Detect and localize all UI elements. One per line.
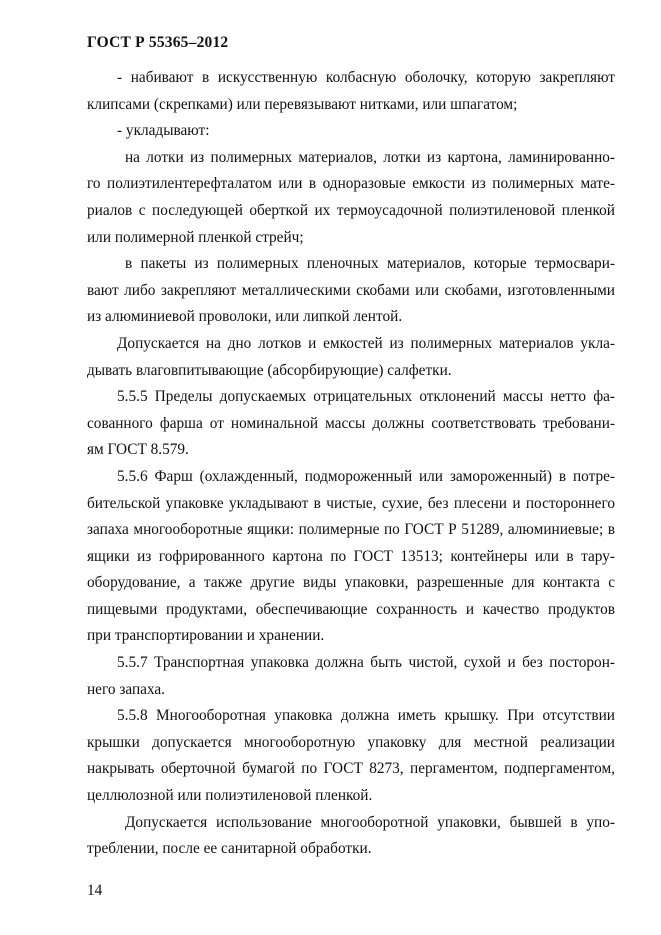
standard-header: ГОСТ Р 55365–2012	[87, 34, 229, 51]
text-line: из алюминиевой проволоки, или липкой лентой.	[87, 308, 403, 326]
text-line: - набивают в искусственную колбасную оболочку, которую закрепляют	[117, 69, 615, 86]
text-line: треблении, после ее санитарной обработки.	[87, 840, 372, 858]
text-line: вают либо закрепляют металлическими скобами или скобами, изготовленными	[87, 281, 615, 299]
text-line: него запаха.	[87, 680, 166, 698]
text-line: 5.5.6 Фарш (охлажденный, подмороженный или замороженный) в потре-	[117, 467, 615, 485]
text-line: риалов с последующей оберткой их термоусадочной полиэтиленовой пленкой	[87, 201, 615, 219]
text-line: запаха многооборотные ящики: полимерные по ГОСТ Р 51289, алюминиевые; в	[87, 521, 615, 539]
text-line: дывать влаговпитывающие (абсорбирующие) салфетки.	[87, 361, 452, 379]
text-line: - укладывают:	[117, 122, 210, 140]
document-body	[87, 65, 615, 863]
text-line: 5.5.5 Пределы допускаемых отрицательных отклонений массы нетто фа-	[117, 388, 615, 406]
text-line: пищевыми продуктами, обеспечивающие сохранность и качество продуктов	[87, 600, 615, 618]
text-line: оборудование, а также другие виды упаковки, разрешенные для контакта с	[87, 574, 615, 592]
text-line: Допускается на дно лотков и емкостей из полимерных материалов укла-	[117, 334, 615, 352]
text-line: ящики из гофрированного картона по ГОСТ 13513; контейнеры или в тару-	[87, 547, 615, 565]
text-line: го полиэтилентерефталатом или в одноразовые емкости из полимерных мате-	[87, 175, 615, 193]
text-line: бительской упаковке укладывают в чистые, сухие, без плесени и постороннего	[87, 494, 615, 512]
text-line: в пакеты из полимерных пленочных материалов, которые термосвари-	[125, 255, 615, 273]
text-line: на лотки из полимерных материалов, лотки из картона, ламинированно-	[125, 148, 615, 166]
text-line: 5.5.8 Многооборотная упаковка должна иметь крышку. При отсутствии	[117, 707, 615, 725]
text-line: 5.5.7 Транспортная упаковка должна быть чистой, сухой и без посторон-	[117, 654, 615, 672]
text-line: или полимерной пленкой стрейч;	[87, 228, 304, 246]
text-line: ям ГОСТ 8.579.	[87, 441, 189, 459]
page-number: 14	[87, 882, 103, 899]
text-line: целлюлозной или полиэтиленовой пленкой.	[87, 787, 373, 805]
text-line: при транспортировании и хранении.	[87, 627, 325, 645]
text-line: сованного фарша от номинальной массы должны соответствовать требовани-	[87, 414, 615, 432]
text-line: клипсами (скрепками) или перевязывают нитками, или шпагатом;	[87, 95, 518, 113]
text-line: накрывать оберточной бумагой по ГОСТ 8273, пергаментом, подпергаментом,	[87, 760, 615, 778]
text-line: крышки допускается многооборотную упаковку для местной реализации	[87, 733, 615, 751]
text-line: Допускается использование многооборотной упаковки, бывшей в упо-	[125, 813, 615, 831]
